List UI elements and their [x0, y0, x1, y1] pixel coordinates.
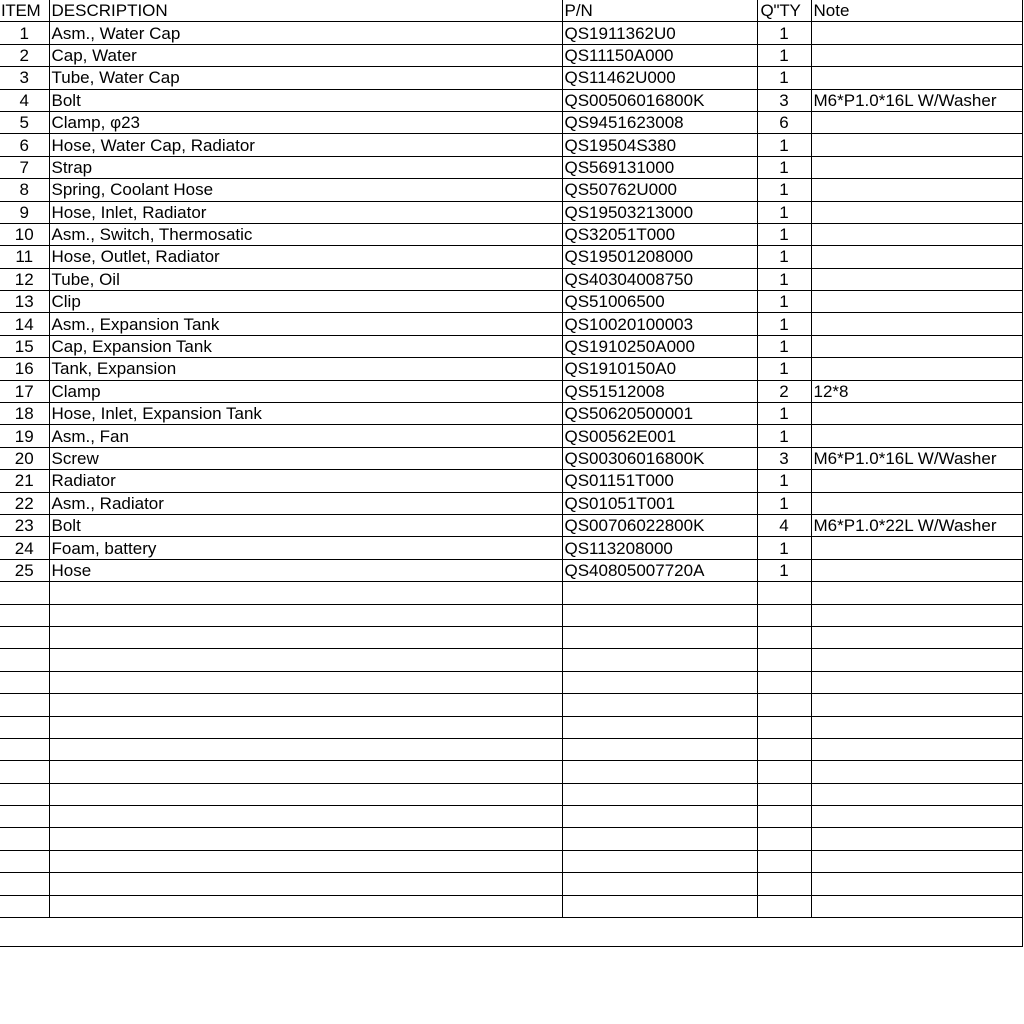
empty-cell: [757, 582, 811, 604]
cell-quantity: 1: [757, 156, 811, 178]
empty-cell: [757, 716, 811, 738]
cell-item: 1: [0, 22, 49, 44]
empty-cell: [0, 582, 49, 604]
empty-cell: [811, 828, 1022, 850]
empty-cell: [757, 671, 811, 693]
cell-item: 16: [0, 358, 49, 380]
cell-note: [811, 358, 1022, 380]
empty-cell: [0, 828, 49, 850]
empty-cell: [562, 873, 757, 895]
table-row: [0, 44, 1022, 66]
cell-quantity: 2: [757, 380, 811, 402]
cell-part-number: QS569131000: [562, 156, 757, 178]
empty-cell: [49, 761, 562, 783]
empty-row: [0, 582, 1022, 604]
cell-quantity: 3: [757, 447, 811, 469]
empty-cell: [0, 895, 49, 917]
empty-row: [0, 716, 1022, 738]
empty-cell: [0, 738, 49, 760]
cell-note: [811, 268, 1022, 290]
empty-row: [0, 828, 1022, 850]
empty-cell: [811, 783, 1022, 805]
empty-row: [0, 761, 1022, 783]
cell-description: Clamp: [49, 380, 562, 402]
cell-description: Asm., Radiator: [49, 492, 562, 514]
empty-cell: [811, 806, 1022, 828]
table-row: [0, 425, 1022, 447]
header-description: DESCRIPTION: [49, 0, 562, 22]
empty-cell: [562, 716, 757, 738]
cell-quantity: 1: [757, 313, 811, 335]
empty-cell: [49, 873, 562, 895]
table-row: [0, 492, 1022, 514]
empty-cell: [562, 895, 757, 917]
cell-note: [811, 201, 1022, 223]
cell-note: M6*P1.0*22L W/Washer: [811, 514, 1022, 536]
cell-quantity: 1: [757, 403, 811, 425]
cell-quantity: 1: [757, 425, 811, 447]
cell-note: [811, 559, 1022, 581]
empty-cell: [562, 761, 757, 783]
cell-quantity: 1: [757, 201, 811, 223]
cell-part-number: QS00306016800K: [562, 447, 757, 469]
cell-item: 24: [0, 537, 49, 559]
empty-cell: [49, 716, 562, 738]
cell-part-number: QS1910250A000: [562, 335, 757, 357]
cell-description: Spring, Coolant Hose: [49, 179, 562, 201]
cell-description: Hose, Outlet, Radiator: [49, 246, 562, 268]
table-row: [0, 447, 1022, 469]
cell-item: 25: [0, 559, 49, 581]
empty-cell: [0, 604, 49, 626]
cell-part-number: QS00506016800K: [562, 89, 757, 111]
empty-cell: [0, 850, 49, 872]
empty-cell: [49, 694, 562, 716]
empty-row: [0, 604, 1022, 626]
empty-cell: [49, 649, 562, 671]
table-row: [0, 156, 1022, 178]
empty-cell: [562, 604, 757, 626]
empty-cell: [811, 716, 1022, 738]
empty-cell: [49, 895, 562, 917]
cell-quantity: 1: [757, 358, 811, 380]
cell-note: 12*8: [811, 380, 1022, 402]
empty-cell: [757, 783, 811, 805]
cell-item: 14: [0, 313, 49, 335]
cell-item: 3: [0, 67, 49, 89]
cell-part-number: QS00706022800K: [562, 514, 757, 536]
empty-row: [0, 694, 1022, 716]
table-row: [0, 223, 1022, 245]
empty-cell: [0, 806, 49, 828]
table-row: [0, 22, 1022, 44]
empty-row: [0, 626, 1022, 648]
cell-description: Hose, Inlet, Expansion Tank: [49, 403, 562, 425]
cell-description: Bolt: [49, 89, 562, 111]
empty-cell: [562, 806, 757, 828]
table-row: [0, 291, 1022, 313]
table-row: [0, 380, 1022, 402]
cell-part-number: QS40805007720A: [562, 559, 757, 581]
cell-description: Hose, Water Cap, Radiator: [49, 134, 562, 156]
cell-description: Asm., Switch, Thermosatic: [49, 223, 562, 245]
cell-part-number: QS19504S380: [562, 134, 757, 156]
cell-quantity: 1: [757, 179, 811, 201]
empty-cell: [811, 626, 1022, 648]
empty-cell: [811, 873, 1022, 895]
cell-item: 4: [0, 89, 49, 111]
cell-part-number: QS1910150A0: [562, 358, 757, 380]
empty-cell: [757, 873, 811, 895]
cell-part-number: QS19503213000: [562, 201, 757, 223]
cell-description: Cap, Expansion Tank: [49, 335, 562, 357]
empty-cell: [757, 738, 811, 760]
table-row: [0, 559, 1022, 581]
empty-row: [0, 873, 1022, 895]
cell-note: [811, 313, 1022, 335]
cell-note: [811, 179, 1022, 201]
empty-cell: [757, 761, 811, 783]
empty-cell: [757, 850, 811, 872]
table-row: [0, 134, 1022, 156]
empty-cell: [562, 828, 757, 850]
cell-item: 18: [0, 403, 49, 425]
empty-row: [0, 783, 1022, 805]
header-item: ITEM: [0, 0, 49, 22]
cell-quantity: 1: [757, 67, 811, 89]
cell-quantity: 1: [757, 559, 811, 581]
cell-quantity: 3: [757, 89, 811, 111]
cell-description: Hose: [49, 559, 562, 581]
cell-item: 8: [0, 179, 49, 201]
cell-note: [811, 134, 1022, 156]
empty-cell: [811, 582, 1022, 604]
cell-item: 23: [0, 514, 49, 536]
cell-quantity: 1: [757, 335, 811, 357]
empty-cell: [0, 671, 49, 693]
cell-quantity: 6: [757, 111, 811, 133]
cell-part-number: QS32051T000: [562, 223, 757, 245]
cell-part-number: QS51512008: [562, 380, 757, 402]
cell-description: Tube, Water Cap: [49, 67, 562, 89]
cell-description: Tank, Expansion: [49, 358, 562, 380]
empty-cell: [49, 806, 562, 828]
cell-note: M6*P1.0*16L W/Washer: [811, 89, 1022, 111]
cell-item: 9: [0, 201, 49, 223]
empty-cell: [757, 649, 811, 671]
table-row: [0, 246, 1022, 268]
empty-cell: [49, 604, 562, 626]
cell-part-number: QS00562E001: [562, 425, 757, 447]
cell-part-number: QS11462U000: [562, 67, 757, 89]
empty-cell: [0, 783, 49, 805]
table-row: [0, 67, 1022, 89]
cell-note: [811, 156, 1022, 178]
cell-part-number: QS10020100003: [562, 313, 757, 335]
cell-description: Asm., Fan: [49, 425, 562, 447]
empty-cell: [562, 694, 757, 716]
cell-item: 6: [0, 134, 49, 156]
empty-cell: [0, 716, 49, 738]
cell-part-number: QS19501208000: [562, 246, 757, 268]
cell-description: Cap, Water: [49, 44, 562, 66]
cell-item: 20: [0, 447, 49, 469]
cell-description: Clamp, φ23: [49, 111, 562, 133]
empty-row: [0, 850, 1022, 872]
empty-row: [0, 895, 1022, 917]
cell-quantity: 4: [757, 514, 811, 536]
cell-note: [811, 537, 1022, 559]
table-row: [0, 179, 1022, 201]
cell-description: Asm., Expansion Tank: [49, 313, 562, 335]
table-row: [0, 403, 1022, 425]
cell-note: [811, 470, 1022, 492]
cell-note: [811, 291, 1022, 313]
empty-cell: [49, 828, 562, 850]
empty-cell: [757, 828, 811, 850]
empty-cell: [757, 694, 811, 716]
empty-cell: [757, 626, 811, 648]
cell-note: [811, 111, 1022, 133]
footer-row: [0, 918, 1022, 947]
table-row: [0, 358, 1022, 380]
cell-note: [811, 425, 1022, 447]
cell-quantity: 1: [757, 470, 811, 492]
empty-cell: [49, 671, 562, 693]
cell-quantity: 1: [757, 223, 811, 245]
cell-description: Bolt: [49, 514, 562, 536]
cell-item: 10: [0, 223, 49, 245]
header-row: [0, 0, 1022, 22]
empty-cell: [49, 626, 562, 648]
cell-part-number: QS01151T000: [562, 470, 757, 492]
cell-quantity: 1: [757, 268, 811, 290]
empty-cell: [49, 850, 562, 872]
cell-part-number: QS113208000: [562, 537, 757, 559]
cell-item: 22: [0, 492, 49, 514]
empty-cell: [811, 694, 1022, 716]
cell-item: 11: [0, 246, 49, 268]
cell-quantity: 1: [757, 134, 811, 156]
cell-description: Hose, Inlet, Radiator: [49, 201, 562, 223]
table-row: [0, 514, 1022, 536]
empty-row: [0, 649, 1022, 671]
empty-cell: [0, 873, 49, 895]
cell-item: 15: [0, 335, 49, 357]
empty-cell: [811, 738, 1022, 760]
empty-cell: [0, 761, 49, 783]
cell-part-number: QS11150A000: [562, 44, 757, 66]
cell-item: 12: [0, 268, 49, 290]
empty-cell: [811, 895, 1022, 917]
cell-part-number: QS1911362U0: [562, 22, 757, 44]
cell-description: Tube, Oil: [49, 268, 562, 290]
cell-note: [811, 492, 1022, 514]
cell-description: Asm., Water Cap: [49, 22, 562, 44]
table-row: [0, 470, 1022, 492]
empty-cell: [49, 582, 562, 604]
cell-note: [811, 44, 1022, 66]
footer-cell: [0, 918, 1022, 947]
cell-part-number: QS50620500001: [562, 403, 757, 425]
cell-item: 19: [0, 425, 49, 447]
header-note: Note: [811, 0, 1022, 22]
empty-cell: [562, 738, 757, 760]
empty-row: [0, 671, 1022, 693]
table-row: [0, 268, 1022, 290]
empty-cell: [49, 783, 562, 805]
cell-description: Screw: [49, 447, 562, 469]
table-row: [0, 537, 1022, 559]
empty-cell: [0, 626, 49, 648]
table-row: [0, 89, 1022, 111]
cell-description: Strap: [49, 156, 562, 178]
cell-part-number: QS9451623008: [562, 111, 757, 133]
cell-item: 2: [0, 44, 49, 66]
cell-part-number: QS01051T001: [562, 492, 757, 514]
empty-cell: [811, 761, 1022, 783]
empty-cell: [811, 850, 1022, 872]
cell-item: 13: [0, 291, 49, 313]
cell-quantity: 1: [757, 537, 811, 559]
table-row: [0, 313, 1022, 335]
cell-item: 21: [0, 470, 49, 492]
empty-cell: [0, 649, 49, 671]
cell-note: [811, 403, 1022, 425]
cell-description: Clip: [49, 291, 562, 313]
empty-cell: [811, 604, 1022, 626]
cell-item: 5: [0, 111, 49, 133]
empty-cell: [49, 738, 562, 760]
table-row: [0, 111, 1022, 133]
empty-row: [0, 806, 1022, 828]
cell-quantity: 1: [757, 22, 811, 44]
empty-row: [0, 738, 1022, 760]
table-row: [0, 335, 1022, 357]
cell-item: 7: [0, 156, 49, 178]
empty-cell: [562, 850, 757, 872]
empty-cell: [757, 604, 811, 626]
empty-cell: [0, 694, 49, 716]
cell-quantity: 1: [757, 291, 811, 313]
cell-quantity: 1: [757, 44, 811, 66]
empty-cell: [811, 649, 1022, 671]
empty-cell: [562, 626, 757, 648]
cell-part-number: QS40304008750: [562, 268, 757, 290]
empty-cell: [562, 649, 757, 671]
cell-note: [811, 335, 1022, 357]
empty-cell: [562, 783, 757, 805]
empty-cell: [811, 671, 1022, 693]
cell-note: [811, 223, 1022, 245]
empty-cell: [757, 806, 811, 828]
cell-description: Radiator: [49, 470, 562, 492]
cell-quantity: 1: [757, 492, 811, 514]
cell-note: [811, 246, 1022, 268]
cell-item: 17: [0, 380, 49, 402]
cell-description: Foam, battery: [49, 537, 562, 559]
cell-note: [811, 22, 1022, 44]
table-row: [0, 201, 1022, 223]
empty-cell: [757, 895, 811, 917]
cell-note: [811, 67, 1022, 89]
empty-cell: [562, 671, 757, 693]
header-quantity: Q"TY: [757, 0, 811, 22]
cell-note: M6*P1.0*16L W/Washer: [811, 447, 1022, 469]
header-part-number: P/N: [562, 0, 757, 22]
cell-part-number: QS50762U000: [562, 179, 757, 201]
empty-cell: [562, 582, 757, 604]
cell-part-number: QS51006500: [562, 291, 757, 313]
cell-quantity: 1: [757, 246, 811, 268]
